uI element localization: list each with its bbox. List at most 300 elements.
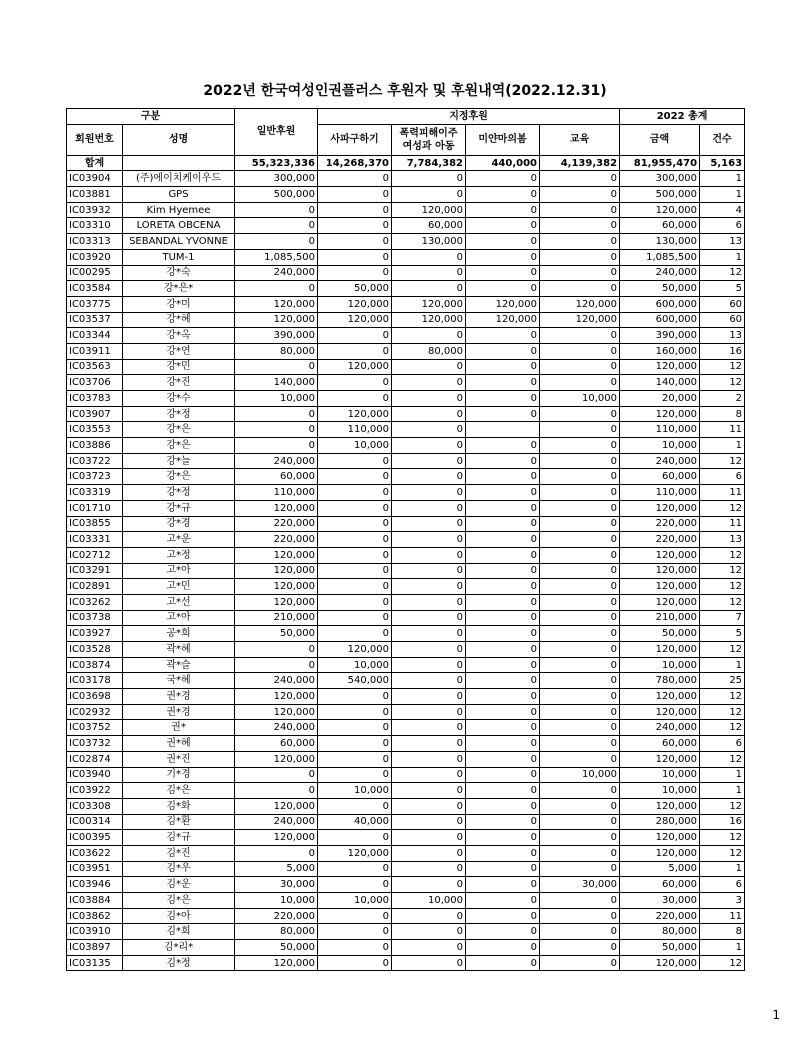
cell-member-no: IC02874 bbox=[67, 751, 123, 767]
cell-education: 0 bbox=[540, 940, 620, 956]
cell-myanmar: 0 bbox=[466, 845, 540, 861]
cell-name: 국*혜 bbox=[123, 673, 235, 689]
table-row bbox=[67, 500, 745, 516]
cell-general: 30,000 bbox=[235, 877, 318, 893]
cell-general: 0 bbox=[235, 281, 318, 297]
table-row bbox=[67, 265, 745, 281]
cell-name: 곽*슬 bbox=[123, 657, 235, 673]
header-amount: 금액 bbox=[620, 124, 700, 155]
cell-safari: 10,000 bbox=[318, 657, 392, 673]
total-empty-cell bbox=[123, 155, 235, 171]
header-general: 일반후원 bbox=[235, 109, 318, 156]
cell-amount: 220,000 bbox=[620, 532, 700, 548]
table-row bbox=[67, 673, 745, 689]
cell-myanmar: 0 bbox=[466, 861, 540, 877]
cell-name: 권*혜 bbox=[123, 736, 235, 752]
table-row bbox=[67, 391, 745, 407]
table-row bbox=[67, 767, 745, 783]
cell-member-no: IC03584 bbox=[67, 281, 123, 297]
cell-myanmar: 0 bbox=[466, 673, 540, 689]
cell-general: 80,000 bbox=[235, 924, 318, 940]
cell-safari: 0 bbox=[318, 594, 392, 610]
cell-name: 강*민 bbox=[123, 359, 235, 375]
cell-education: 0 bbox=[540, 532, 620, 548]
table-row bbox=[67, 281, 745, 297]
cell-violence: 0 bbox=[392, 171, 466, 187]
cell-violence: 120,000 bbox=[392, 312, 466, 328]
cell-general: 120,000 bbox=[235, 296, 318, 312]
cell-name: 김*리* bbox=[123, 940, 235, 956]
cell-name: 고*민 bbox=[123, 579, 235, 595]
cell-safari: 120,000 bbox=[318, 642, 392, 658]
table-row bbox=[67, 845, 745, 861]
cell-violence: 0 bbox=[392, 955, 466, 971]
cell-count: 1 bbox=[700, 171, 745, 187]
cell-name: (주)에이치케이우드 bbox=[123, 171, 235, 187]
cell-count: 12 bbox=[700, 830, 745, 846]
cell-amount: 60,000 bbox=[620, 469, 700, 485]
cell-member-no: IC03563 bbox=[67, 359, 123, 375]
cell-name: 권*경 bbox=[123, 704, 235, 720]
cell-amount: 120,000 bbox=[620, 406, 700, 422]
table-row bbox=[67, 516, 745, 532]
cell-member-no: IC03922 bbox=[67, 783, 123, 799]
cell-member-no: IC03722 bbox=[67, 453, 123, 469]
cell-count: 12 bbox=[700, 265, 745, 281]
table-row bbox=[67, 830, 745, 846]
cell-general: 50,000 bbox=[235, 626, 318, 642]
cell-myanmar: 0 bbox=[466, 657, 540, 673]
cell-general: 0 bbox=[235, 767, 318, 783]
cell-count: 6 bbox=[700, 469, 745, 485]
cell-general: 0 bbox=[235, 642, 318, 658]
cell-amount: 220,000 bbox=[620, 516, 700, 532]
cell-amount: 120,000 bbox=[620, 500, 700, 516]
cell-general: 500,000 bbox=[235, 187, 318, 203]
cell-education: 0 bbox=[540, 845, 620, 861]
cell-education: 0 bbox=[540, 547, 620, 563]
table-row bbox=[67, 296, 745, 312]
cell-count: 12 bbox=[700, 642, 745, 658]
cell-myanmar: 0 bbox=[466, 547, 540, 563]
header-education: 교육 bbox=[540, 124, 620, 155]
total-label: 합계 bbox=[67, 155, 123, 171]
cell-member-no: IC03622 bbox=[67, 845, 123, 861]
donor-table-body bbox=[67, 155, 745, 971]
cell-member-no: IC01710 bbox=[67, 500, 123, 516]
cell-count: 1 bbox=[700, 861, 745, 877]
cell-member-no: IC03911 bbox=[67, 343, 123, 359]
cell-education: 30,000 bbox=[540, 877, 620, 893]
cell-education: 0 bbox=[540, 657, 620, 673]
cell-general: 0 bbox=[235, 359, 318, 375]
cell-member-no: IC03732 bbox=[67, 736, 123, 752]
cell-myanmar: 0 bbox=[466, 187, 540, 203]
cell-violence: 0 bbox=[392, 704, 466, 720]
cell-member-no: IC02891 bbox=[67, 579, 123, 595]
cell-member-no: IC03946 bbox=[67, 877, 123, 893]
cell-name: LORETA OBCENA bbox=[123, 218, 235, 234]
cell-amount: 10,000 bbox=[620, 438, 700, 454]
cell-count: 12 bbox=[700, 689, 745, 705]
cell-name: Kim Hyemee bbox=[123, 202, 235, 218]
cell-education: 0 bbox=[540, 673, 620, 689]
cell-safari: 540,000 bbox=[318, 673, 392, 689]
cell-amount: 120,000 bbox=[620, 704, 700, 720]
table-row bbox=[67, 798, 745, 814]
cell-member-no: IC03331 bbox=[67, 532, 123, 548]
table-row bbox=[67, 328, 745, 344]
cell-violence: 0 bbox=[392, 406, 466, 422]
cell-general: 120,000 bbox=[235, 751, 318, 767]
cell-count: 1 bbox=[700, 438, 745, 454]
table-row bbox=[67, 406, 745, 422]
cell-violence: 0 bbox=[392, 281, 466, 297]
cell-count: 1 bbox=[700, 187, 745, 203]
cell-safari: 0 bbox=[318, 955, 392, 971]
cell-myanmar: 0 bbox=[466, 830, 540, 846]
cell-general: 120,000 bbox=[235, 704, 318, 720]
donor-table bbox=[66, 108, 745, 971]
cell-amount: 120,000 bbox=[620, 798, 700, 814]
cell-count: 12 bbox=[700, 704, 745, 720]
cell-education: 0 bbox=[540, 798, 620, 814]
cell-count: 11 bbox=[700, 516, 745, 532]
cell-violence: 0 bbox=[392, 830, 466, 846]
cell-general: 120,000 bbox=[235, 312, 318, 328]
cell-name: 김*아 bbox=[123, 908, 235, 924]
cell-safari: 0 bbox=[318, 202, 392, 218]
cell-safari: 0 bbox=[318, 579, 392, 595]
cell-myanmar: 0 bbox=[466, 610, 540, 626]
cell-count: 12 bbox=[700, 845, 745, 861]
cell-education: 10,000 bbox=[540, 391, 620, 407]
cell-name: 강*연 bbox=[123, 343, 235, 359]
cell-member-no: IC03553 bbox=[67, 422, 123, 438]
cell-safari: 120,000 bbox=[318, 312, 392, 328]
cell-name: 권* bbox=[123, 720, 235, 736]
cell-violence: 0 bbox=[392, 469, 466, 485]
cell-violence: 0 bbox=[392, 751, 466, 767]
cell-amount: 210,000 bbox=[620, 610, 700, 626]
cell-amount: 600,000 bbox=[620, 296, 700, 312]
cell-education: 0 bbox=[540, 908, 620, 924]
table-row bbox=[67, 861, 745, 877]
cell-member-no: IC03920 bbox=[67, 249, 123, 265]
cell-education: 0 bbox=[540, 516, 620, 532]
cell-count: 12 bbox=[700, 720, 745, 736]
cell-violence: 80,000 bbox=[392, 343, 466, 359]
header-row-1 bbox=[67, 109, 745, 125]
cell-general: 120,000 bbox=[235, 830, 318, 846]
cell-education: 0 bbox=[540, 579, 620, 595]
table-row bbox=[67, 720, 745, 736]
table-row bbox=[67, 563, 745, 579]
total-education: 4,139,382 bbox=[540, 155, 620, 171]
cell-education: 0 bbox=[540, 594, 620, 610]
header-count: 건수 bbox=[700, 124, 745, 155]
cell-member-no: IC03706 bbox=[67, 375, 123, 391]
cell-name: 권*경 bbox=[123, 689, 235, 705]
cell-amount: 1,085,500 bbox=[620, 249, 700, 265]
cell-myanmar bbox=[466, 422, 540, 438]
cell-count: 13 bbox=[700, 328, 745, 344]
cell-myanmar: 0 bbox=[466, 202, 540, 218]
cell-amount: 80,000 bbox=[620, 924, 700, 940]
cell-member-no: IC03910 bbox=[67, 924, 123, 940]
cell-education: 0 bbox=[540, 187, 620, 203]
cell-member-no: IC00295 bbox=[67, 265, 123, 281]
cell-count: 6 bbox=[700, 877, 745, 893]
cell-count: 12 bbox=[700, 563, 745, 579]
cell-name: 고*선 bbox=[123, 594, 235, 610]
cell-education: 0 bbox=[540, 249, 620, 265]
cell-member-no: IC03927 bbox=[67, 626, 123, 642]
cell-amount: 160,000 bbox=[620, 343, 700, 359]
cell-count: 4 bbox=[700, 202, 745, 218]
cell-member-no: IC03752 bbox=[67, 720, 123, 736]
header-violence-line2: 여성과 아동 bbox=[402, 140, 455, 152]
cell-education: 0 bbox=[540, 438, 620, 454]
cell-safari: 120,000 bbox=[318, 845, 392, 861]
cell-education: 120,000 bbox=[540, 312, 620, 328]
cell-amount: 120,000 bbox=[620, 689, 700, 705]
cell-violence: 0 bbox=[392, 720, 466, 736]
cell-name: 강*정 bbox=[123, 406, 235, 422]
cell-name: 고*아 bbox=[123, 610, 235, 626]
table-row bbox=[67, 469, 745, 485]
table-row bbox=[67, 751, 745, 767]
cell-violence: 120,000 bbox=[392, 296, 466, 312]
cell-safari: 0 bbox=[318, 187, 392, 203]
cell-safari: 0 bbox=[318, 563, 392, 579]
cell-education: 0 bbox=[540, 343, 620, 359]
cell-violence: 0 bbox=[392, 783, 466, 799]
cell-violence: 0 bbox=[392, 877, 466, 893]
cell-count: 25 bbox=[700, 673, 745, 689]
cell-safari: 0 bbox=[318, 610, 392, 626]
cell-safari: 0 bbox=[318, 265, 392, 281]
cell-amount: 110,000 bbox=[620, 422, 700, 438]
cell-count: 1 bbox=[700, 249, 745, 265]
cell-member-no: IC02712 bbox=[67, 547, 123, 563]
cell-violence: 0 bbox=[392, 924, 466, 940]
cell-amount: 10,000 bbox=[620, 657, 700, 673]
cell-general: 0 bbox=[235, 218, 318, 234]
table-row bbox=[67, 202, 745, 218]
cell-education: 0 bbox=[540, 171, 620, 187]
cell-member-no: IC03783 bbox=[67, 391, 123, 407]
table-row bbox=[67, 422, 745, 438]
cell-general: 120,000 bbox=[235, 579, 318, 595]
table-row bbox=[67, 657, 745, 673]
cell-violence: 0 bbox=[392, 767, 466, 783]
cell-member-no: IC03884 bbox=[67, 893, 123, 909]
header-myanmar: 미얀마의봄 bbox=[466, 124, 540, 155]
cell-general: 140,000 bbox=[235, 375, 318, 391]
total-myanmar: 440,000 bbox=[466, 155, 540, 171]
table-row bbox=[67, 218, 745, 234]
cell-safari: 0 bbox=[318, 751, 392, 767]
cell-violence: 0 bbox=[392, 547, 466, 563]
cell-education: 0 bbox=[540, 720, 620, 736]
cell-education: 0 bbox=[540, 814, 620, 830]
cell-general: 240,000 bbox=[235, 453, 318, 469]
cell-name: SEBANDAL YVONNE bbox=[123, 234, 235, 250]
cell-safari: 0 bbox=[318, 485, 392, 501]
cell-count: 13 bbox=[700, 532, 745, 548]
cell-general: 0 bbox=[235, 845, 318, 861]
cell-member-no: IC03308 bbox=[67, 798, 123, 814]
cell-amount: 120,000 bbox=[620, 547, 700, 563]
cell-safari: 10,000 bbox=[318, 438, 392, 454]
cell-myanmar: 0 bbox=[466, 234, 540, 250]
cell-name: 강*진 bbox=[123, 375, 235, 391]
cell-member-no: IC03907 bbox=[67, 406, 123, 422]
cell-myanmar: 0 bbox=[466, 391, 540, 407]
cell-general: 1,085,500 bbox=[235, 249, 318, 265]
cell-amount: 10,000 bbox=[620, 767, 700, 783]
cell-member-no: IC03940 bbox=[67, 767, 123, 783]
cell-amount: 120,000 bbox=[620, 955, 700, 971]
cell-count: 2 bbox=[700, 391, 745, 407]
cell-general: 50,000 bbox=[235, 940, 318, 956]
cell-amount: 120,000 bbox=[620, 563, 700, 579]
cell-safari: 40,000 bbox=[318, 814, 392, 830]
cell-violence: 0 bbox=[392, 689, 466, 705]
cell-safari: 0 bbox=[318, 218, 392, 234]
cell-count: 8 bbox=[700, 924, 745, 940]
table-row bbox=[67, 594, 745, 610]
cell-education: 0 bbox=[540, 422, 620, 438]
cell-name: 김*규 bbox=[123, 830, 235, 846]
cell-safari: 0 bbox=[318, 704, 392, 720]
cell-safari: 50,000 bbox=[318, 281, 392, 297]
table-row bbox=[67, 955, 745, 971]
cell-myanmar: 0 bbox=[466, 265, 540, 281]
cell-name: 김*정 bbox=[123, 955, 235, 971]
cell-name: 공*희 bbox=[123, 626, 235, 642]
cell-name: 기*경 bbox=[123, 767, 235, 783]
cell-general: 240,000 bbox=[235, 673, 318, 689]
cell-education: 0 bbox=[540, 830, 620, 846]
cell-myanmar: 120,000 bbox=[466, 296, 540, 312]
cell-count: 3 bbox=[700, 893, 745, 909]
cell-member-no: IC03932 bbox=[67, 202, 123, 218]
cell-myanmar: 0 bbox=[466, 453, 540, 469]
cell-amount: 120,000 bbox=[620, 202, 700, 218]
cell-member-no: IC03904 bbox=[67, 171, 123, 187]
cell-name: 강*미 bbox=[123, 296, 235, 312]
cell-member-no: IC03537 bbox=[67, 312, 123, 328]
cell-general: 10,000 bbox=[235, 893, 318, 909]
cell-amount: 780,000 bbox=[620, 673, 700, 689]
cell-amount: 60,000 bbox=[620, 736, 700, 752]
cell-member-no: IC03881 bbox=[67, 187, 123, 203]
cell-education: 0 bbox=[540, 704, 620, 720]
cell-safari: 0 bbox=[318, 736, 392, 752]
header-safari: 사파구하기 bbox=[318, 124, 392, 155]
table-row bbox=[67, 783, 745, 799]
cell-name: 강*은 bbox=[123, 438, 235, 454]
cell-count: 5 bbox=[700, 626, 745, 642]
cell-amount: 20,000 bbox=[620, 391, 700, 407]
cell-violence: 0 bbox=[392, 453, 466, 469]
cell-education: 0 bbox=[540, 610, 620, 626]
cell-violence: 0 bbox=[392, 626, 466, 642]
table-row bbox=[67, 171, 745, 187]
cell-amount: 50,000 bbox=[620, 626, 700, 642]
cell-violence: 0 bbox=[392, 532, 466, 548]
cell-count: 8 bbox=[700, 406, 745, 422]
cell-count: 60 bbox=[700, 296, 745, 312]
cell-education: 0 bbox=[540, 751, 620, 767]
cell-safari: 0 bbox=[318, 940, 392, 956]
cell-general: 0 bbox=[235, 406, 318, 422]
cell-education: 0 bbox=[540, 265, 620, 281]
cell-count: 11 bbox=[700, 908, 745, 924]
cell-amount: 5,000 bbox=[620, 861, 700, 877]
cell-myanmar: 0 bbox=[466, 940, 540, 956]
cell-education: 0 bbox=[540, 328, 620, 344]
cell-myanmar: 0 bbox=[466, 626, 540, 642]
cell-violence: 0 bbox=[392, 673, 466, 689]
cell-education: 0 bbox=[540, 234, 620, 250]
cell-general: 0 bbox=[235, 438, 318, 454]
cell-violence: 0 bbox=[392, 940, 466, 956]
cell-violence: 0 bbox=[392, 861, 466, 877]
cell-violence: 0 bbox=[392, 438, 466, 454]
cell-count: 60 bbox=[700, 312, 745, 328]
page-title: 2022년 한국여성인권플러스 후원자 및 후원내역(2022.12.31) bbox=[203, 83, 607, 99]
cell-myanmar: 120,000 bbox=[466, 312, 540, 328]
cell-safari: 10,000 bbox=[318, 783, 392, 799]
cell-myanmar: 0 bbox=[466, 814, 540, 830]
table-row bbox=[67, 704, 745, 720]
header-violence-line1: 폭력피해이주 bbox=[399, 127, 458, 139]
cell-amount: 110,000 bbox=[620, 485, 700, 501]
cell-member-no: IC03291 bbox=[67, 563, 123, 579]
cell-general: 10,000 bbox=[235, 391, 318, 407]
cell-myanmar: 0 bbox=[466, 877, 540, 893]
cell-violence: 0 bbox=[392, 736, 466, 752]
cell-amount: 130,000 bbox=[620, 234, 700, 250]
table-row bbox=[67, 689, 745, 705]
cell-member-no: IC03874 bbox=[67, 657, 123, 673]
cell-education: 0 bbox=[540, 500, 620, 516]
cell-violence: 0 bbox=[392, 391, 466, 407]
cell-member-no: IC03319 bbox=[67, 485, 123, 501]
table-row bbox=[67, 532, 745, 548]
cell-safari: 0 bbox=[318, 234, 392, 250]
cell-general: 0 bbox=[235, 657, 318, 673]
page-number: 1 bbox=[772, 1008, 780, 1022]
total-general: 55,323,336 bbox=[235, 155, 318, 171]
cell-amount: 50,000 bbox=[620, 281, 700, 297]
cell-member-no: IC03135 bbox=[67, 955, 123, 971]
cell-violence: 0 bbox=[392, 516, 466, 532]
cell-general: 120,000 bbox=[235, 563, 318, 579]
cell-safari: 0 bbox=[318, 328, 392, 344]
table-row bbox=[67, 249, 745, 265]
cell-count: 16 bbox=[700, 814, 745, 830]
cell-count: 5 bbox=[700, 281, 745, 297]
cell-violence: 0 bbox=[392, 187, 466, 203]
cell-amount: 500,000 bbox=[620, 187, 700, 203]
cell-count: 11 bbox=[700, 422, 745, 438]
cell-education: 0 bbox=[540, 281, 620, 297]
cell-safari: 0 bbox=[318, 924, 392, 940]
